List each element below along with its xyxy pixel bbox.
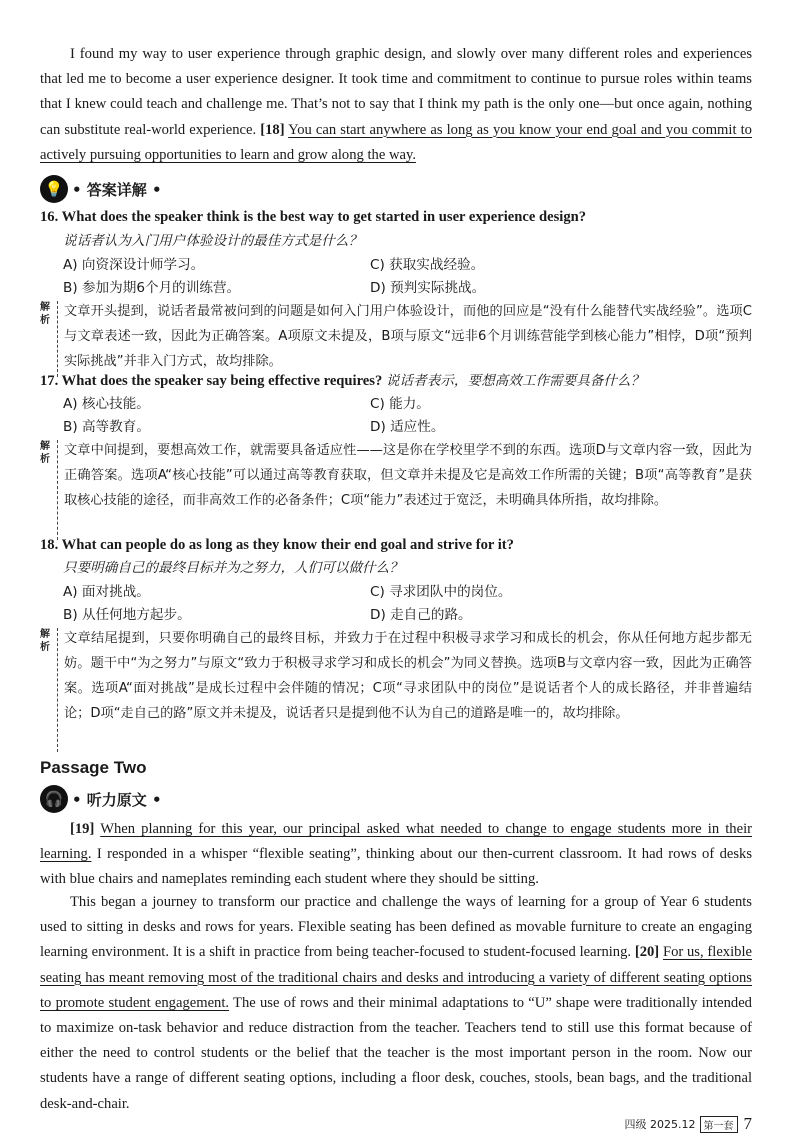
question-18: 18. What can people do as long as they know their end goal and strive for it? (40, 537, 514, 553)
question-16-zh: 说话者认为入门用户体验设计的最佳方式是什么？ (63, 233, 363, 249)
paragraph-text: The use of rows and their minimal adaptations to “U” shape were traditionally intended to maximize on-task behavior and reduce distraction from the teacher. Teachers tend to still use this format because of either the need to control students or the belief that the teacher is the most important person in the room. Now our students have a range of different seating options, including a floor desk, couches, stools, bean bags, and the traditional desk-and-chair. (40, 994, 752, 1112)
option-17-a: A) 核心技能。 (63, 396, 150, 412)
option-18-a: A) 面对挑战。 (63, 584, 150, 600)
explanation-17 (40, 438, 752, 540)
option-16-a: A) 向资深设计师学习。 (63, 257, 205, 273)
paragraph-text: I responded in a whisper “flexible seating”, thinking about our then-current classroom. It had rows of desks with blue chairs and nameplates reminding each student where they should be sitting. (40, 846, 752, 888)
option-18-b: B) 从任何地方起步。 (63, 607, 191, 623)
passage-two-paragraph-1 (40, 817, 752, 893)
passage-two-heading: Passage Two (40, 758, 147, 777)
explanation-divider (57, 628, 58, 752)
paragraph-text: I found my way to user experience through graphic design, and slowly over many different roles and experiences that led me to become a user experience designer. It took time and commitment to continue to pursue roles within teams that I knew could teach and challenge me. That’s not to say that I think my path is the only one—but once again, nothing can substitute real-world experience. (40, 46, 752, 138)
passage-two-paragraph-2 (40, 890, 752, 1117)
explanation-18 (40, 626, 752, 752)
option-16-d: D) 预判实际挑战。 (370, 280, 486, 296)
underlined-answer-20: For us, flexible seating has meant removing most of the traditional chairs and desks and introducing a variety of different seating options to promote student engagement. (40, 944, 752, 1011)
explanation-tag: 解析 (40, 441, 50, 465)
lightbulb-icon: 💡 (40, 175, 68, 203)
answer-section-title: • 答案详解 • (72, 180, 162, 199)
transcript-section-header (40, 784, 162, 814)
option-17-d: D) 适应性。 (370, 419, 445, 435)
explanation-text: 文章开头提到，说话者最常被问到的问题是如何入门用户体验设计，而他的回应是“没有什么能替代实战经验”。选项C与文章表述一致，因此为正确答案。A项原文未提及，B项与原文“远非6个月训练营能学到核心能力”相悖，D项“预判实际挑战”并非入门方式，故均排除。 (64, 304, 752, 369)
underlined-answer-18: You can start anywhere as long as you know your end goal and you commit to actively pursuing opportunities to learn and grow along the way. (40, 121, 752, 163)
explanation-text: 文章中间提到，要想高效工作，就需要具备适应性——这是你在学校里学不到的东西。选项D与文章内容一致，因此为正确答案。选项A“核心技能”可以通过高等教育获取，但文章并未提及它是高效工作所需的关键；B项“高等教育”是获取核心技能的途径，而非高效工作的必备条件；C项“能力”表述过于宽泛，未明确具体所指，故均排除。 (64, 443, 752, 508)
headphones-icon: 🎧 (40, 785, 68, 813)
option-17-c: C) 能力。 (370, 396, 430, 412)
question-marker-18: [18] (260, 121, 285, 138)
footer-edition: 第一套 (700, 1116, 738, 1133)
explanation-divider (57, 301, 58, 377)
explanation-divider (57, 440, 58, 540)
option-17-b: B) 高等教育。 (63, 419, 150, 435)
paragraph-text: This began a journey to transform our practice and challenge the ways of learning for a group of Year 6 students used to sitting in desks and rows for years. Flexible seating has been defined as movable furniture to create an engaging learning environment. It is a shift in practice from being teacher-focused to student-focused learning. (40, 894, 752, 961)
question-18-zh: 只要明确自己的最终目标并为之努力，人们可以做什么？ (63, 560, 403, 576)
question-17-en: 17. What does the speaker say being effective requires? (40, 373, 383, 389)
transcript-section-title: • 听力原文 • (72, 790, 162, 809)
question-16: 16. What does the speaker think is the best way to get started in user experience design? (40, 209, 587, 225)
explanation-tag: 解析 (40, 302, 50, 326)
question-marker-19: [19] (70, 821, 95, 837)
explanation-16 (40, 299, 752, 377)
passage-one-paragraph (40, 42, 752, 168)
question-17 (40, 370, 752, 392)
option-18-d: D) 走自己的路。 (370, 607, 472, 623)
option-16-b: B) 参加为期6个月的训练营。 (63, 280, 241, 296)
explanation-text: 文章结尾提到，只要你明确自己的最终目标，并致力于在过程中积极寻求学习和成长的机会，你从任何地方起步都无妨。题干中“为之努力”与原文“致力于积极寻求学习和成长的机会”为同义替换。选项B与文章内容一致，因此为正确答案。选项A“面对挑战”是成长过程中会伴随的情况；C项“寻求团队中的岗位”是说话者个人的成长路径，并非普遍结论；D项“走自己的路”原文并未提及，说话者只是提到他不认为自己的道路是唯一的，故均排除。 (64, 631, 752, 721)
page-footer (625, 1114, 752, 1134)
option-18-c: C) 寻求团队中的岗位。 (370, 584, 512, 600)
question-17-zh: 说话者表示，要想高效工作需要具备什么？ (385, 373, 645, 389)
answer-section-header (40, 174, 162, 204)
footer-label: 四级 2025.12 (624, 1118, 696, 1131)
option-16-c: C) 获取实战经验。 (370, 257, 485, 273)
question-marker-20: [20] (634, 944, 660, 961)
underlined-answer-19: When planning for this year, our principal asked what needed to change to engage students more in their learning. (40, 821, 752, 863)
page-number: 7 (743, 1114, 752, 1133)
explanation-tag: 解析 (40, 629, 50, 653)
